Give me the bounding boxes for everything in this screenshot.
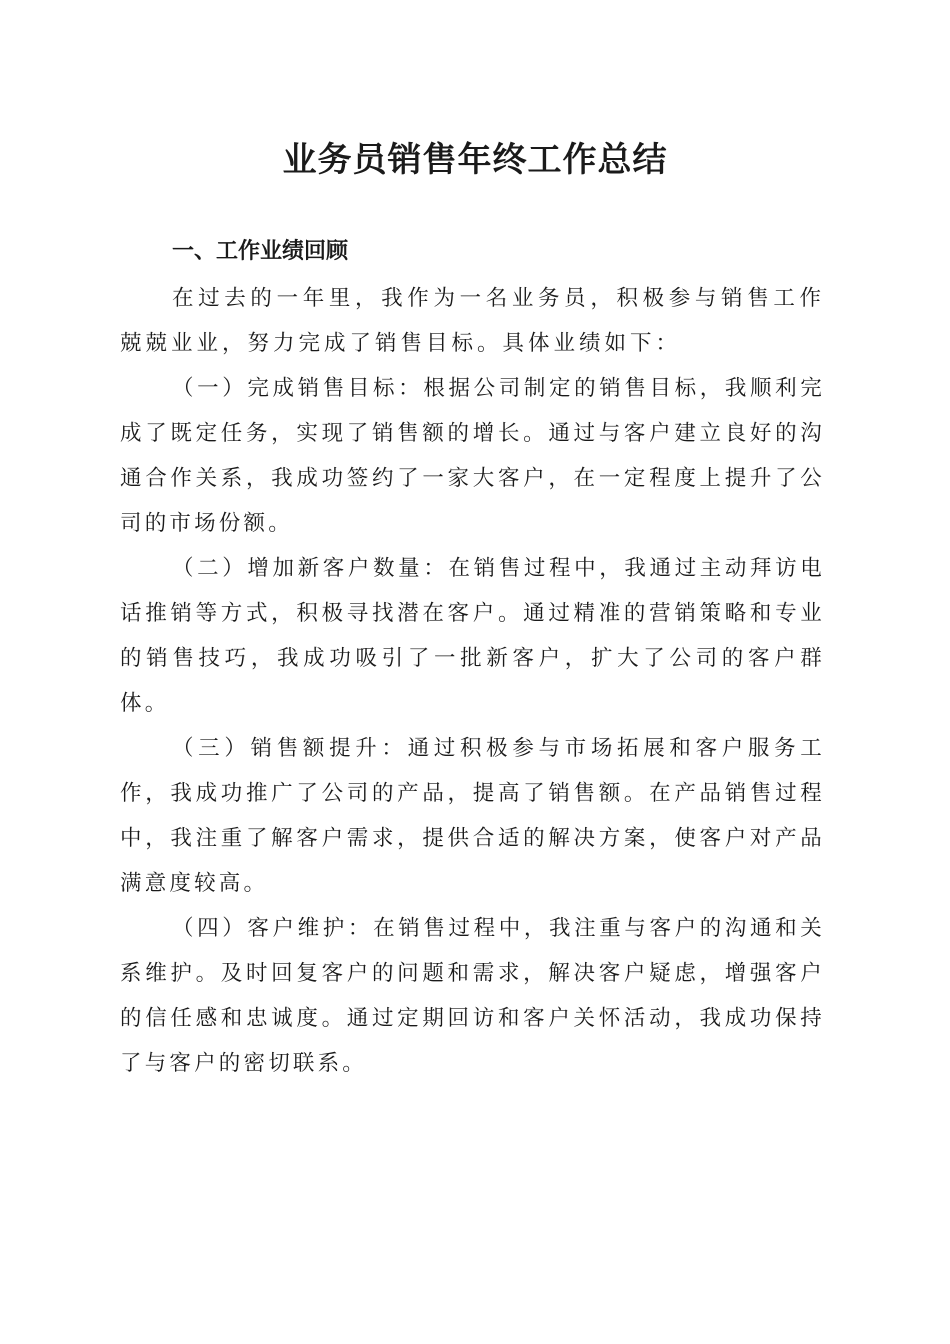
document-body	[120, 232, 825, 1086]
achievement-text-3: 通过积极参与市场拓展和客户服务工作，我成功推广了公司的产品，提高了销售额。在产品销售过程中，我注重了解客户需求，提供合适的解决方案，使客户对产品满意度较高。	[120, 736, 825, 896]
section-heading: 一、工作业绩回顾	[172, 239, 349, 264]
achievement-paragraph-3	[120, 726, 825, 906]
achievement-label-3: （三）销售额提升：	[172, 736, 408, 761]
achievement-paragraph-2	[120, 546, 825, 726]
intro-paragraph: 在过去的一年里，我作为一名业务员，积极参与销售工作兢兢业业，努力完成了销售目标。具体业绩如下：	[120, 286, 825, 356]
achievement-text-1: 根据公司制定的销售目标，我顺利完成了既定任务，实现了销售额的增长。通过与客户建立良好的沟通合作关系，我成功签约了一家大客户，在一定程度上提升了公司的市场份额。	[120, 376, 825, 536]
achievement-paragraph-1	[120, 366, 825, 546]
achievement-label-2: （二）增加新客户数量：	[172, 556, 449, 581]
achievement-paragraph-4	[120, 906, 825, 1086]
achievement-text-2: 在销售过程中，我通过主动拜访电话推销等方式，积极寻找潜在客户。通过精准的营销策略和专业的销售技巧，我成功吸引了一批新客户，扩大了公司的客户群体。	[120, 556, 825, 716]
document-title: 业务员销售年终工作总结	[282, 140, 668, 180]
achievement-label-4: （四）客户维护：	[172, 916, 374, 941]
achievement-text-4: 在销售过程中，我注重与客户的沟通和关系维护。及时回复客户的问题和需求，解决客户疑虑，增强客户的信任感和忠诚度。通过定期回访和客户关怀活动，我成功保持了与客户的密切联系。	[120, 916, 825, 1076]
achievement-label-1: （一）完成销售目标：	[172, 376, 424, 401]
